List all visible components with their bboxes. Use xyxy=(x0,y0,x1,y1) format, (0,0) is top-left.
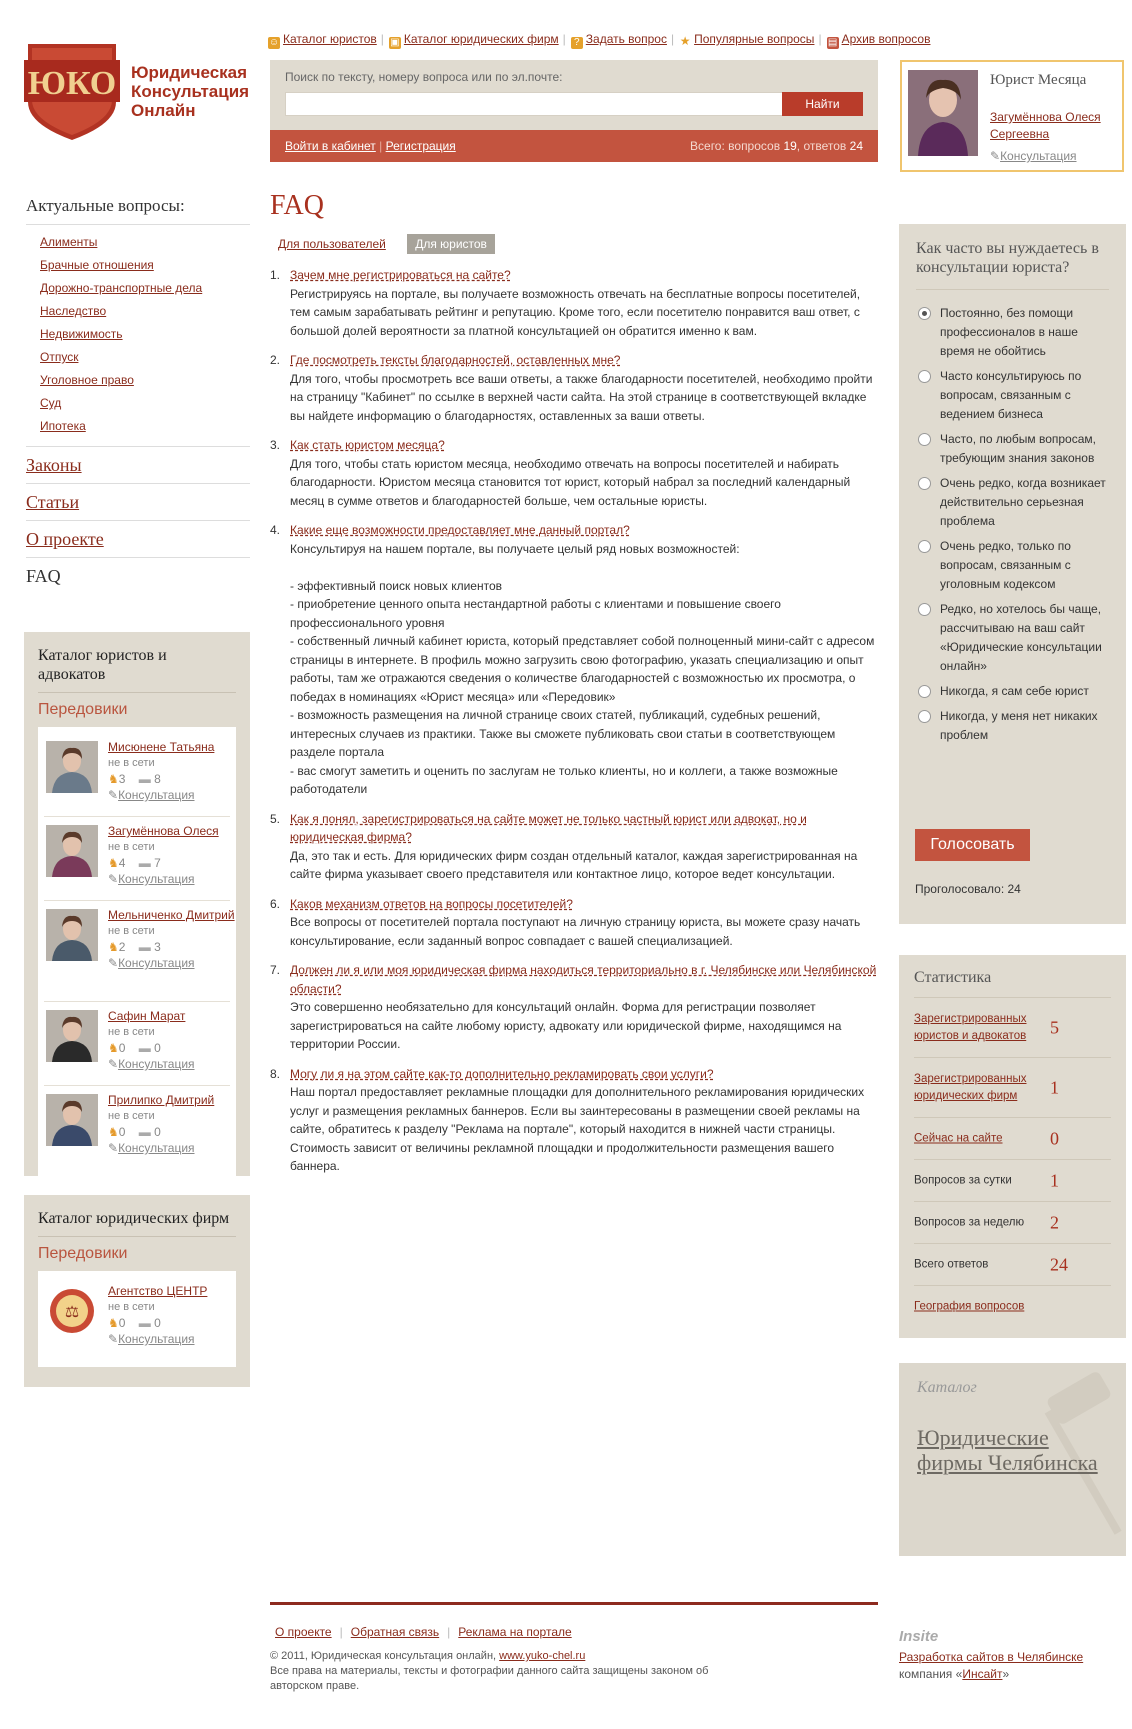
logo-line: Юридическая xyxy=(131,63,248,82)
topic-item[interactable] xyxy=(40,346,250,369)
stat-value: 2 xyxy=(1050,1212,1059,1232)
item-counters xyxy=(108,939,248,955)
thanks-icon: ♞ xyxy=(108,1125,119,1139)
item-counters xyxy=(108,1040,248,1056)
separator: | xyxy=(818,32,822,46)
company-suffix: » xyxy=(1002,1667,1010,1681)
catalog-title[interactable]: Юридические фирмы Челябинска xyxy=(917,1425,1098,1475)
avatar[interactable] xyxy=(46,1010,98,1062)
poll-panel xyxy=(899,224,1126,924)
tab-users[interactable]: Для пользователей xyxy=(278,237,386,251)
company-link[interactable]: Инсайт xyxy=(962,1667,1003,1681)
faq-answer: Для того, чтобы стать юристом месяца, необходимо отвечать на вопросы посетителей и набирать благодарности. Юристом месяца становится тот юрист, который набрал за последний календарный месяц в сумме ответов и благодарностей больше, чем остальные юристы. xyxy=(290,456,851,508)
briefcase-icon: ▣ xyxy=(390,37,400,48)
topic-item[interactable] xyxy=(40,369,250,392)
footer-link[interactable]: О проекте xyxy=(275,1625,332,1639)
statistics-rows xyxy=(914,998,1111,1328)
faq-tabs xyxy=(270,234,880,266)
stat-label[interactable]: Зарегистрированных юристов и адвокатов xyxy=(914,1012,1027,1042)
poll-option[interactable] xyxy=(916,537,1109,594)
faq-number: 7. xyxy=(270,963,281,977)
poll-option-label: Очень редко, когда возникает действительно серьезная проблема xyxy=(940,476,1106,528)
separator: | xyxy=(447,1625,451,1639)
consult-label: Консультация xyxy=(118,872,195,886)
faq-item xyxy=(270,521,880,799)
copyright xyxy=(270,1649,710,1694)
item-info xyxy=(108,823,248,888)
lawyer-of-month xyxy=(900,60,1124,172)
vote-count: Проголосовало: 24 xyxy=(915,882,1021,896)
topic-item[interactable] xyxy=(40,323,250,346)
radio-button[interactable] xyxy=(918,307,931,320)
thanks-count: 3 xyxy=(118,772,126,786)
panel-subtitle: Передовики xyxy=(38,701,128,718)
nav-item[interactable] xyxy=(26,447,250,484)
lawyer-photo[interactable] xyxy=(908,70,978,156)
stat-row xyxy=(914,1202,1111,1244)
list-item xyxy=(44,1002,230,1086)
thanks-icon: ♞ xyxy=(108,1316,119,1330)
avatar[interactable] xyxy=(46,825,98,877)
stat-label[interactable]: География вопросов xyxy=(914,1300,1025,1313)
list-item xyxy=(44,1086,230,1170)
faq-answer: Наш портал предоставляет рекламные площадки для дополнительного рекламирования юридических услуг и размещения рекламных баннеров. Если вы заинтересованы в размещении своей рекламы на сайте, обратитесь к разделу "Реклама на портале", который находится в нижней части страницы. Стоимость зависит от величины рекламной площадки и продолжительности размещения вашего баннера. xyxy=(290,1085,865,1173)
stat-row[interactable] xyxy=(914,1058,1111,1118)
separator: | xyxy=(379,139,383,153)
edit-icon: ✎ xyxy=(108,788,119,802)
comment-icon: ▬ xyxy=(138,1125,151,1139)
question-icon: ? xyxy=(571,37,583,49)
answers-count: 7 xyxy=(154,856,161,870)
radio-button[interactable] xyxy=(918,540,931,553)
developer-link[interactable]: Разработка сайтов в Челябинске xyxy=(899,1650,1084,1664)
topic-item[interactable] xyxy=(40,254,250,277)
nav-label: Статьи xyxy=(26,492,80,512)
archive-icon: ▤ xyxy=(827,37,838,48)
stat-row xyxy=(914,1244,1111,1286)
poll-title: Как часто вы нуждаетесь в консультации юриста? xyxy=(916,239,1109,290)
consult-link[interactable] xyxy=(108,1056,248,1073)
consult-link[interactable] xyxy=(108,871,248,888)
topnav-item[interactable] xyxy=(571,32,667,49)
insite-logo[interactable]: Insite xyxy=(899,1628,939,1645)
list-item xyxy=(44,817,230,901)
catalog-banner[interactable] xyxy=(899,1363,1126,1556)
copyright-prefix: © 2011, Юридическая консультация онлайн, xyxy=(270,1650,500,1662)
logo-line: Консультация xyxy=(131,82,250,101)
item-name[interactable]: Мельниченко Дмитрий xyxy=(108,908,235,922)
answers-count: 0 xyxy=(154,1316,161,1330)
nav-label: Законы xyxy=(26,455,82,475)
list-item xyxy=(44,733,230,817)
radio-button[interactable] xyxy=(918,433,931,446)
consult-link[interactable] xyxy=(990,149,1077,163)
avatar[interactable] xyxy=(46,1094,98,1146)
company-prefix: компания « xyxy=(899,1667,963,1681)
faq-question[interactable]: Каков механизм ответов на вопросы посетителей? xyxy=(290,896,573,911)
faq-number: 6. xyxy=(270,896,281,911)
site-stats xyxy=(690,130,863,162)
online-status: не в сети xyxy=(108,841,155,853)
item-info xyxy=(108,1008,248,1073)
list-item xyxy=(44,1277,230,1361)
stat-value: 1 xyxy=(1050,1170,1059,1190)
consult-label: Консультация xyxy=(1000,149,1077,163)
faq-number: 3. xyxy=(270,438,281,452)
stats-prefix: Всего: вопросов xyxy=(690,139,781,153)
topic-label: Уголовное право xyxy=(40,373,134,387)
actual-questions-title: Актуальные вопросы: xyxy=(26,196,250,225)
search-button[interactable]: Найти xyxy=(782,92,863,116)
online-status: не в сети xyxy=(108,1026,155,1038)
questions-count: 19 xyxy=(783,139,797,153)
logo-mark: ЮКО xyxy=(27,65,117,102)
item-counters xyxy=(108,771,248,787)
item-info xyxy=(108,1283,248,1348)
answers-count: 0 xyxy=(154,1041,161,1055)
login-link[interactable]: Войти в кабинет xyxy=(285,139,376,153)
topic-label: Наследство xyxy=(40,304,107,318)
faq-question[interactable]: Могу ли я на этом сайте как-то дополнительно рекламировать свои услуги? xyxy=(290,1066,714,1081)
lawyers-catalog-panel xyxy=(24,632,250,1176)
thanks-count: 4 xyxy=(118,856,126,870)
avatar[interactable] xyxy=(46,741,98,793)
thanks-icon: ♞ xyxy=(108,856,119,870)
answers-count: 24 xyxy=(849,139,863,153)
stat-label[interactable]: Сейчас на сайте xyxy=(914,1132,1003,1144)
nav-label: FAQ xyxy=(26,566,61,586)
online-status: не в сети xyxy=(108,1110,155,1122)
consult-label: Консультация xyxy=(118,1057,195,1071)
nav-item[interactable] xyxy=(26,521,250,558)
topic-label: Недвижимость xyxy=(40,327,123,341)
avatar[interactable] xyxy=(46,1285,98,1337)
consult-link[interactable] xyxy=(108,1140,248,1157)
item-name[interactable]: Агентство ЦЕНТР xyxy=(108,1284,208,1298)
item-counters xyxy=(108,855,248,871)
faq-item xyxy=(270,895,880,951)
footer-link[interactable]: Реклама на портале xyxy=(458,1625,572,1639)
faq-question[interactable]: Где посмотреть тексты благодарностей, оставленных мне? xyxy=(290,353,621,367)
auth-bar xyxy=(270,130,878,162)
faq-item xyxy=(270,810,880,884)
main-content xyxy=(270,190,880,1187)
faq-number: 8. xyxy=(270,1066,281,1081)
thanks-icon: ♞ xyxy=(108,772,119,786)
faq-answer: Это совершенно необязательно для консультаций онлайн. Форма для регистрации позволяет зарегистрироваться на сайте любому юристу, адвокату или юридической фирме, находящимся на территории России. xyxy=(290,1000,842,1051)
topic-label: Суд xyxy=(40,396,62,410)
poll-option[interactable] xyxy=(916,707,1109,745)
faq-number: 5. xyxy=(270,811,281,826)
item-info xyxy=(108,739,248,804)
edit-icon: ✎ xyxy=(108,956,119,970)
item-name[interactable]: Прилипко Дмитрий xyxy=(108,1093,215,1107)
consult-label: Консультация xyxy=(118,956,195,970)
stat-label[interactable]: Зарегистрированных юридических фирм xyxy=(914,1072,1027,1102)
comment-icon: ▬ xyxy=(138,1041,151,1055)
statistics-title: Статистика xyxy=(914,969,1111,998)
faq-item xyxy=(270,436,880,510)
separator: | xyxy=(562,32,566,46)
svg-text:⚖: ⚖ xyxy=(64,1304,80,1321)
radio-button[interactable] xyxy=(918,603,931,616)
poll-option[interactable] xyxy=(916,600,1109,676)
answers-count: 8 xyxy=(154,772,161,786)
stat-value: 24 xyxy=(1050,1254,1068,1274)
logo-text xyxy=(131,63,251,120)
faq-item xyxy=(270,351,880,425)
lawyers-list xyxy=(38,727,236,1176)
faq-question[interactable]: Какие еще возможности предоставляет мне данный портал? xyxy=(290,523,630,537)
left-sidebar xyxy=(26,196,250,595)
poll-option-label: Редко, но хотелось бы чаще, рассчитываю на ваш сайт «Юридические консультации онлайн» xyxy=(940,602,1102,673)
top-navigation xyxy=(268,32,931,50)
radio-button[interactable] xyxy=(918,477,931,490)
separator: | xyxy=(670,32,675,46)
radio-button[interactable] xyxy=(918,710,931,723)
online-status: не в сети xyxy=(108,925,155,937)
faq-answer: Регистрируясь на портале, вы получаете возможность отвечать на бесплатные вопросы посетителей, тем самым зарабатывать рейтинг и репутацию. Кроме того, если посетителю понравится ваш ответ, с большой долей вероятности за платной консультацией он обратится именно к вам. xyxy=(290,286,861,338)
thanks-count: 2 xyxy=(118,940,126,954)
stat-label: Вопросов за неделю xyxy=(914,1216,1025,1228)
search-input[interactable] xyxy=(285,92,785,116)
faq-number: 1. xyxy=(270,268,281,282)
item-name[interactable]: Сафин Марат xyxy=(108,1009,186,1023)
faq-item xyxy=(270,1065,880,1176)
edit-icon: ✎ xyxy=(108,1057,119,1071)
search-label: Поиск по тексту, номеру вопроса или по эл.почте: xyxy=(285,70,563,84)
stat-row[interactable] xyxy=(914,1286,1111,1328)
stat-label: Всего ответов xyxy=(914,1258,989,1270)
topnav-label: Архив вопросов xyxy=(841,32,931,46)
nav-item[interactable] xyxy=(26,484,250,521)
poll-option[interactable] xyxy=(916,367,1109,424)
catalog-kicker: Каталог xyxy=(917,1379,977,1396)
footer xyxy=(270,1602,878,1692)
topnav-label: Каталог юристов xyxy=(283,32,377,46)
main-nav xyxy=(26,447,250,595)
faq-number: 2. xyxy=(270,353,281,367)
tab-lawyers[interactable]: Для юристов xyxy=(407,234,495,254)
logo-line: Онлайн xyxy=(131,101,196,120)
thanks-icon: ♞ xyxy=(108,940,119,954)
panel-title: Каталог юридических фирм xyxy=(38,1195,236,1237)
online-status: не в сети xyxy=(108,1301,155,1313)
topnav-item[interactable] xyxy=(389,32,559,49)
item-name[interactable]: Загумённова Олеся xyxy=(108,824,219,838)
item-counters xyxy=(108,1315,248,1331)
faq-item xyxy=(270,961,880,1054)
poll-option-label: Часто, по любым вопросам, требующим знания законов xyxy=(940,432,1096,465)
item-info xyxy=(108,907,248,972)
poll-options xyxy=(916,304,1109,745)
consult-label: Консультация xyxy=(118,1141,195,1155)
item-counters xyxy=(108,1124,248,1140)
stats-answers-prefix: , ответов xyxy=(796,139,847,153)
consult-link[interactable] xyxy=(108,787,248,804)
separator: | xyxy=(380,32,384,46)
site-link[interactable]: www.yuko-chel.ru xyxy=(499,1650,586,1662)
faq-answer: Консультируя на нашем портале, вы получаете целый ряд новых возможностей: - эффективный поиск новых клиентов - приобретение ценного опыта нестандартной работы с клиентами и повышение своего профессионального уровня - собственный личный кабинет юриста, который представляет собой полноценный мини-сайт с адресом страницы в интернете. В профиль можно загрузить свою фотографию, указать специализацию и опыт работы, там же отражаются сведения о количестве благодарностей с возможностью их просмотра, о победах в номинациях «Юрист месяца» или «Передовик» - возможность размещения на личной странице своих статей, публикаций, судебных решений, интересных случаев из практики. Также вы сможете публиковать свои статьи в соответствующем разделе портала - вас смогут заметить и оценить по заслугам не только клиенты, но и коллеги, а также возможные работодатели xyxy=(290,541,875,796)
firms-catalog-panel xyxy=(24,1195,250,1387)
edit-icon: ✎ xyxy=(108,1141,119,1155)
statistics-panel xyxy=(899,955,1126,1338)
stat-row[interactable] xyxy=(914,998,1111,1058)
nav-label: О проекте xyxy=(26,529,104,549)
poll-option[interactable] xyxy=(916,682,1109,701)
firms-list xyxy=(38,1271,236,1367)
faq-number: 4. xyxy=(270,523,281,537)
topnav-label: Задать вопрос xyxy=(585,32,667,46)
edit-icon: ✎ xyxy=(108,1332,119,1346)
faq-answer: Все вопросы от посетителей портала поступают на личную страницу юриста, вы можете сразу начать консультирование, если заданный вопрос совпадает с вашей специализацией. xyxy=(290,915,861,948)
poll-option-label: Никогда, я сам себе юрист xyxy=(940,684,1089,698)
faq-item xyxy=(270,266,880,340)
stat-value: 1 xyxy=(1050,1077,1059,1097)
topic-item[interactable] xyxy=(40,392,250,415)
page-title: FAQ xyxy=(270,190,324,221)
topnav-item[interactable] xyxy=(679,32,814,47)
topic-item[interactable] xyxy=(40,300,250,323)
topics-list xyxy=(26,225,250,447)
faq-list xyxy=(270,266,880,1176)
nav-item[interactable] xyxy=(26,558,250,595)
vote-button[interactable]: Голосовать xyxy=(915,829,1030,861)
search-panel xyxy=(270,60,878,162)
lawyer-of-month-name[interactable]: Загумённова Олеся Сергеевна xyxy=(990,110,1101,141)
topic-item[interactable] xyxy=(40,277,250,300)
comment-icon: ▬ xyxy=(138,1316,151,1330)
poll-option-label: Очень редко, только по вопросам, связанным с уголовным кодексом xyxy=(940,539,1071,591)
topic-item[interactable] xyxy=(40,415,250,438)
poll-option[interactable] xyxy=(916,474,1109,531)
stat-label: Вопросов за сутки xyxy=(914,1174,1012,1186)
item-info xyxy=(108,1092,248,1157)
comment-icon: ▬ xyxy=(138,856,151,870)
comment-icon: ▬ xyxy=(138,772,151,786)
faq-question[interactable]: Должен ли я или моя юридическая фирма находиться территориально в г. Челябинске или Челябинской области? xyxy=(290,963,877,996)
faq-question[interactable]: Как я понял, зарегистрироваться на сайте может не только частный юрист или адвокат, но и юридическая фирма? xyxy=(290,811,807,844)
topnav-item[interactable] xyxy=(827,32,931,49)
thanks-icon: ♞ xyxy=(108,1041,119,1055)
thanks-count: 0 xyxy=(118,1041,126,1055)
list-item xyxy=(44,901,235,1002)
edit-icon: ✎ xyxy=(990,149,1001,163)
lawyer-of-month-title: Юрист Месяца xyxy=(990,72,1087,88)
online-status: не в сети xyxy=(108,757,155,769)
star-icon: ★ xyxy=(679,34,691,48)
topnav-label: Популярные вопросы xyxy=(694,32,815,46)
faq-answer: Для того, чтобы просмотреть все ваши ответы, а также благодарности посетителей, необходимо пройти на страницу "Кабинет" по ссылке в верхней части сайта. На этой странице в соответствующей вкладке вы найдете информацию о благодарностях, оставленных за ваши ответы. xyxy=(290,371,873,423)
consult-label: Консультация xyxy=(118,1332,195,1346)
topnav-label: Каталог юридических фирм xyxy=(403,32,559,46)
register-link[interactable]: Регистрация xyxy=(385,139,456,153)
avatar[interactable] xyxy=(46,909,98,961)
stat-value: 0 xyxy=(1050,1128,1059,1148)
panel-subtitle: Передовики xyxy=(38,1245,128,1262)
poll-option-label: Никогда, у меня нет никаких проблем xyxy=(940,709,1098,742)
poll-option-label: Часто консультируюсь по вопросам, связанным с ведением бизнеса xyxy=(940,369,1082,421)
stat-value: 5 xyxy=(1050,1017,1059,1037)
topic-label: Брачные отношения xyxy=(40,258,154,272)
logo-shield-icon xyxy=(24,40,120,142)
topic-item[interactable] xyxy=(40,231,250,254)
user-icon: ☺ xyxy=(268,37,280,48)
stat-row xyxy=(914,1160,1111,1202)
footer-link[interactable]: Обратная связь xyxy=(350,1625,440,1639)
item-name[interactable]: Мисюнене Татьяна xyxy=(108,740,215,754)
poll-option-label: Постоянно, без помощи профессионалов в наше время не обойтись xyxy=(940,306,1078,358)
answers-count: 3 xyxy=(154,940,161,954)
panel-title: Каталог юристов и адвокатов xyxy=(38,632,236,693)
consult-label: Консультация xyxy=(118,788,195,802)
topic-label: Ипотека xyxy=(40,419,86,433)
copyright-rest: Все права на материалы, тексты и фотографии данного сайта защищены законом об авторском праве. xyxy=(270,1665,709,1692)
topic-label: Алименты xyxy=(40,235,98,249)
consult-link[interactable] xyxy=(108,955,248,972)
separator: | xyxy=(339,1625,343,1639)
stat-row[interactable] xyxy=(914,1118,1111,1160)
answers-count: 0 xyxy=(154,1125,161,1139)
topnav-item[interactable] xyxy=(268,32,377,49)
radio-button[interactable] xyxy=(918,685,931,698)
edit-icon: ✎ xyxy=(108,872,119,886)
footer-links xyxy=(275,1625,572,1639)
comment-icon: ▬ xyxy=(138,940,151,954)
faq-question[interactable]: Как стать юристом месяца? xyxy=(290,438,445,452)
topic-label: Дорожно-транспортные дела xyxy=(40,281,203,295)
poll-option[interactable] xyxy=(916,430,1109,468)
thanks-count: 0 xyxy=(118,1125,126,1139)
topic-label: Отпуск xyxy=(40,350,79,364)
developer-credit xyxy=(899,1628,1129,1683)
faq-answer: Да, это так и есть. Для юридических фирм создан отдельный каталог, каждая зарегистрированная на сайте фирма указывает своего представителя или контактное лицо, которое ведет консультации. xyxy=(290,848,858,881)
consult-link[interactable] xyxy=(108,1331,248,1348)
site-logo[interactable] xyxy=(24,0,250,150)
thanks-count: 0 xyxy=(118,1316,126,1330)
radio-button[interactable] xyxy=(918,370,931,383)
poll-option[interactable] xyxy=(916,304,1109,361)
faq-question[interactable]: Зачем мне регистрироваться на сайте? xyxy=(290,268,511,282)
